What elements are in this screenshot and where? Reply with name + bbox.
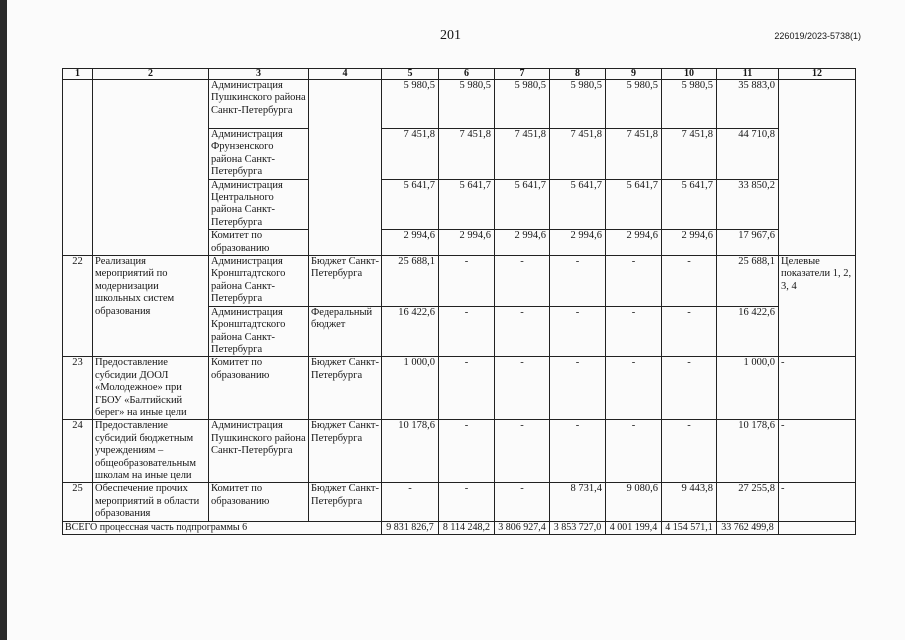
executor-cell: Комитет по образованию [209, 357, 309, 420]
value-cell: 2 994,6 [439, 230, 495, 256]
row-number-cell: 24 [63, 420, 93, 483]
value-cell: - [439, 483, 495, 521]
total-cell: 1 000,0 [717, 357, 779, 420]
row-number-cell: 22 [63, 256, 93, 357]
total-value-cell: 4 154 571,1 [662, 521, 717, 534]
scan-left-edge [0, 0, 7, 640]
total-cell: 27 255,8 [717, 483, 779, 521]
document-code: 226019/2023-5738(1) [774, 31, 861, 41]
table-row [63, 80, 856, 129]
value-cell: - [550, 256, 606, 307]
value-cell: - [495, 420, 550, 483]
value-cell: 5 980,5 [439, 80, 495, 129]
value-cell: 5 980,5 [606, 80, 662, 129]
indicators-cell: - [779, 483, 856, 521]
column-header: 7 [495, 69, 550, 80]
total-value-cell: 9 831 826,7 [382, 521, 439, 534]
total-cell: 25 688,1 [717, 256, 779, 307]
value-cell: 9 080,6 [606, 483, 662, 521]
value-cell: - [495, 306, 550, 357]
column-header: 1 [63, 69, 93, 80]
value-cell: - [439, 306, 495, 357]
value-cell: 5 980,5 [662, 80, 717, 129]
indicators-cell: - [779, 420, 856, 483]
executor-cell: Администрация Кронштадтского района Санкт-Петербурга [209, 256, 309, 307]
funding-source-cell: Бюджет Санкт-Петербурга [309, 420, 382, 483]
value-cell: 5 980,5 [382, 80, 439, 129]
value-cell: - [662, 256, 717, 307]
column-header: 11 [717, 69, 779, 80]
value-cell: - [662, 420, 717, 483]
value-cell: - [606, 357, 662, 420]
measure-name-cell: Обеспечение прочих мероприятий в области образования [93, 483, 209, 521]
value-cell: - [382, 483, 439, 521]
value-cell: 7 451,8 [606, 129, 662, 180]
table-header-row [63, 69, 856, 80]
row-number-cell: 23 [63, 357, 93, 420]
value-cell: 1 000,0 [382, 357, 439, 420]
value-cell: - [606, 420, 662, 483]
column-header: 10 [662, 69, 717, 80]
total-cell: 33 850,2 [717, 179, 779, 230]
value-cell: 7 451,8 [439, 129, 495, 180]
funding-source-cell: Бюджет Санкт-Петербурга [309, 483, 382, 521]
executor-cell: Администрация Кронштадтского района Санкт-Петербурга [209, 306, 309, 357]
column-header: 4 [309, 69, 382, 80]
executor-cell: Администрация Пушкинского района Санкт-Петербурга [209, 420, 309, 483]
value-cell: 7 451,8 [382, 129, 439, 180]
executor-cell: Администрация Пушкинского района Санкт-Петербурга [209, 80, 309, 129]
value-cell: 9 443,8 [662, 483, 717, 521]
funding-source-cell: Бюджет Санкт-Петербурга [309, 357, 382, 420]
total-cell: 17 967,6 [717, 230, 779, 256]
executor-cell: Комитет по образованию [209, 483, 309, 521]
executor-cell: Администрация Центрального района Санкт-Петербурга [209, 179, 309, 230]
total-value-cell: 3 853 727,0 [550, 521, 606, 534]
funding-source-cell [309, 80, 382, 256]
measure-name-cell [93, 80, 209, 256]
value-cell: 5 980,5 [550, 80, 606, 129]
measure-name-cell: Предоставление субсидий бюджетным учреждениям – общеобразовательным школам на иные цели [93, 420, 209, 483]
value-cell: 2 994,6 [662, 230, 717, 256]
value-cell: - [606, 256, 662, 307]
total-value-cell: 3 806 927,4 [495, 521, 550, 534]
value-cell: - [495, 256, 550, 307]
value-cell: - [439, 256, 495, 307]
value-cell: 16 422,6 [382, 306, 439, 357]
executor-cell: Администрация Фрунзенского района Санкт-Петербурга [209, 129, 309, 180]
total-empty-cell [779, 521, 856, 534]
funding-source-cell: Бюджет Санкт-Петербурга [309, 256, 382, 307]
column-header: 6 [439, 69, 495, 80]
total-value-cell: 4 001 199,4 [606, 521, 662, 534]
value-cell: 25 688,1 [382, 256, 439, 307]
value-cell: - [550, 306, 606, 357]
value-cell: 5 980,5 [495, 80, 550, 129]
column-header: 2 [93, 69, 209, 80]
value-cell: 8 731,4 [550, 483, 606, 521]
total-cell: 35 883,0 [717, 80, 779, 129]
value-cell: 5 641,7 [606, 179, 662, 230]
measure-name-cell: Реализация мероприятий по модернизации школьных систем образования [93, 256, 209, 357]
column-header: 8 [550, 69, 606, 80]
value-cell: 7 451,8 [550, 129, 606, 180]
column-header: 5 [382, 69, 439, 80]
total-value-cell: 8 114 248,2 [439, 521, 495, 534]
value-cell: 5 641,7 [662, 179, 717, 230]
measure-name-cell: Предоставление субсидии ДООЛ «Молодежное» при ГБОУ «Балтийский берег» на иные цели [93, 357, 209, 420]
total-label: ВСЕГО процессная часть подпрограммы 6 [63, 521, 382, 534]
table-row [63, 420, 856, 483]
value-cell: 5 641,7 [495, 179, 550, 230]
value-cell: - [439, 357, 495, 420]
value-cell: 2 994,6 [550, 230, 606, 256]
value-cell: - [550, 357, 606, 420]
column-header: 12 [779, 69, 856, 80]
value-cell: - [550, 420, 606, 483]
indicators-cell: - [779, 357, 856, 420]
value-cell: 5 641,7 [382, 179, 439, 230]
value-cell: 2 994,6 [382, 230, 439, 256]
page-number: 201 [440, 28, 461, 43]
value-cell: - [662, 357, 717, 420]
indicators-cell: Целевые показатели 1, 2, 3, 4 [779, 256, 856, 357]
value-cell: 5 641,7 [439, 179, 495, 230]
table-row [63, 483, 856, 521]
value-cell: 2 994,6 [606, 230, 662, 256]
value-cell: - [662, 306, 717, 357]
value-cell: 10 178,6 [382, 420, 439, 483]
column-header: 9 [606, 69, 662, 80]
value-cell: - [439, 420, 495, 483]
value-cell: - [495, 357, 550, 420]
budget-table [62, 68, 856, 535]
indicators-cell [779, 80, 856, 256]
total-cell: 44 710,8 [717, 129, 779, 180]
executor-cell: Комитет по образованию [209, 230, 309, 256]
value-cell: - [606, 306, 662, 357]
grand-total-cell: 33 762 499,8 [717, 521, 779, 534]
total-cell: 10 178,6 [717, 420, 779, 483]
value-cell: 2 994,6 [495, 230, 550, 256]
table-row [63, 357, 856, 420]
value-cell: 7 451,8 [662, 129, 717, 180]
row-number-cell: 25 [63, 483, 93, 521]
column-header: 3 [209, 69, 309, 80]
value-cell: 7 451,8 [495, 129, 550, 180]
table-row [63, 256, 856, 307]
funding-source-cell: Федеральный бюджет [309, 306, 382, 357]
row-number-cell [63, 80, 93, 256]
value-cell: - [495, 483, 550, 521]
table-total-row [63, 521, 856, 534]
value-cell: 5 641,7 [550, 179, 606, 230]
total-cell: 16 422,6 [717, 306, 779, 357]
